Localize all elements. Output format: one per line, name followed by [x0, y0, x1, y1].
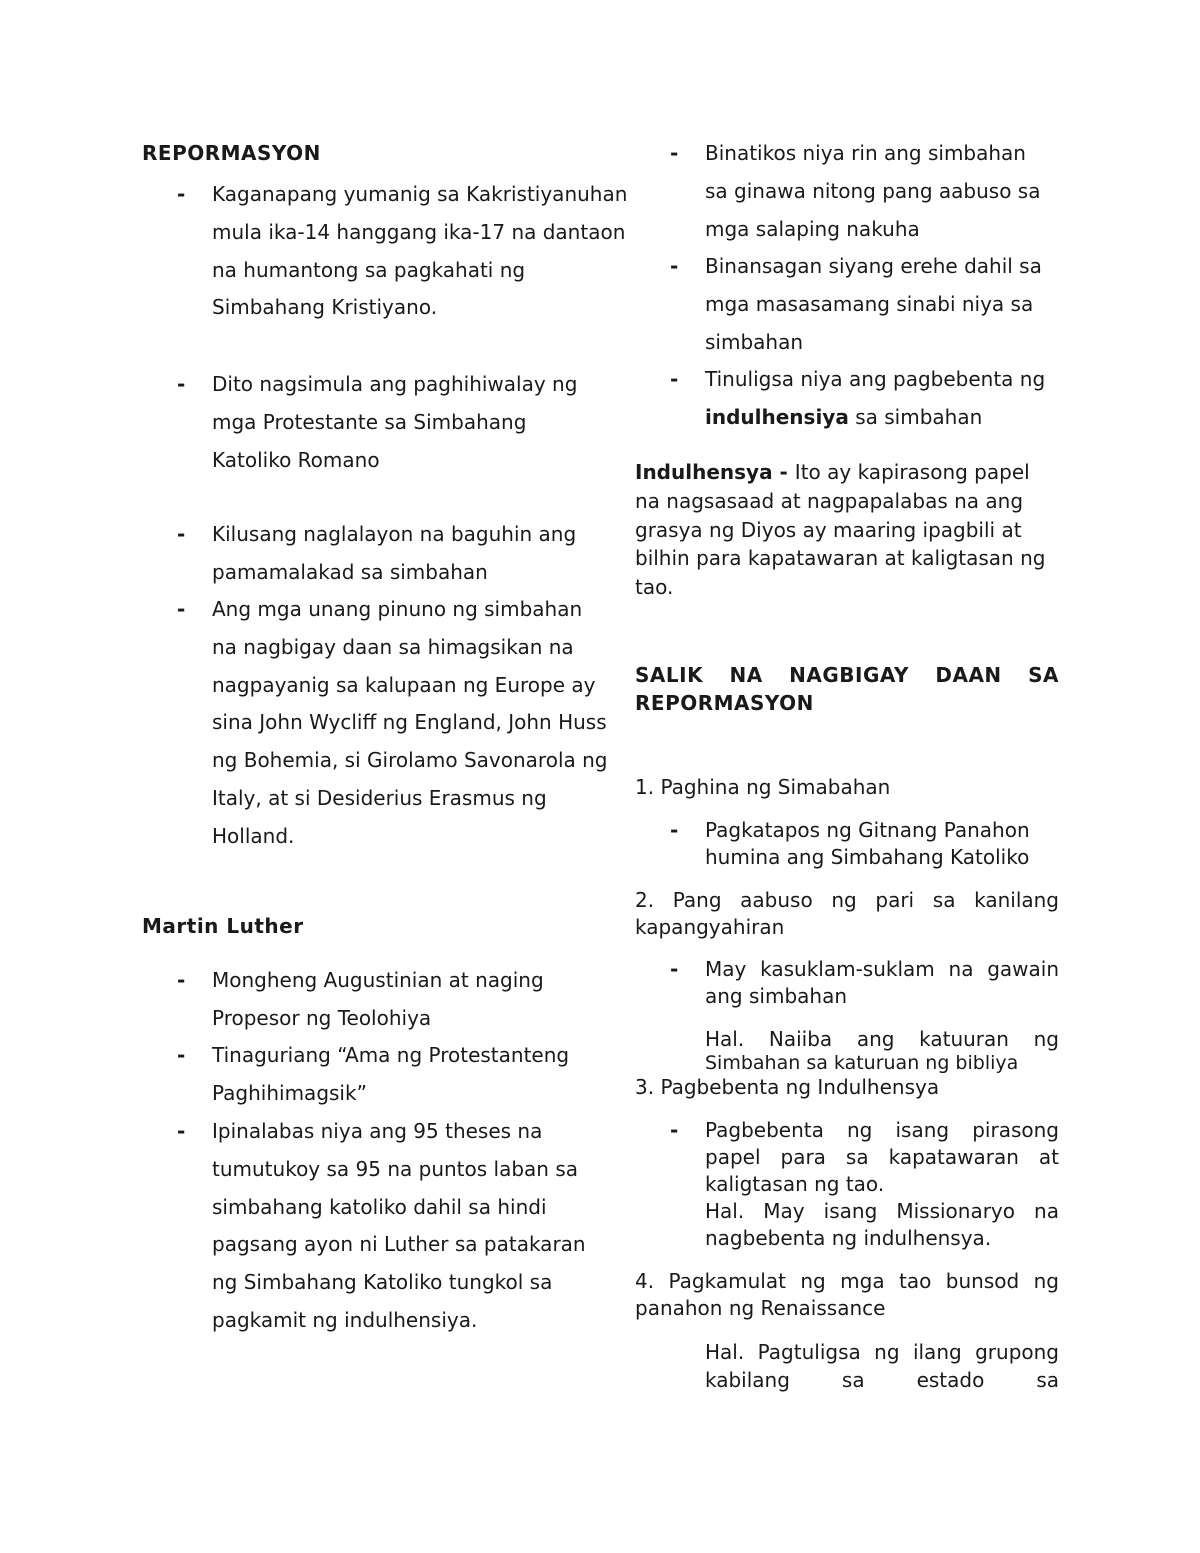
list-item: [635, 817, 1059, 871]
dash-bullet-icon: -: [177, 372, 186, 396]
dash-bullet-icon: -: [177, 1043, 186, 1067]
salik-item-heading: 1. Paghina ng Simabahan: [635, 775, 891, 799]
list-item: [142, 516, 637, 592]
list-item: [635, 1117, 1059, 1252]
list-item-text: Tinaguriang “Ama ng Protestanteng Paghihimagsik”: [212, 1043, 570, 1105]
dash-bullet-icon: -: [670, 1118, 679, 1142]
list-item-text: [705, 367, 1045, 429]
dash-bullet-icon: -: [670, 141, 679, 165]
example-text: Simbahan sa katuruan ng bibliya: [705, 1052, 1019, 1074]
salik-title-text: SALIK NA NAGBIGAY DAAN SA REPORMASYON: [635, 663, 1059, 715]
list-item: [635, 248, 1055, 361]
list-item: [142, 1037, 582, 1113]
definition-paragraph: [635, 458, 1050, 602]
list-item-text: Ipinalabas niya ang 95 theses na tumutukoy sa 95 na puntos laban sa simbahang katoliko dahil sa hindi pagsang ayon ni Luther sa patakaran ng Simbahang Katoliko tungkol sa pagkamit ng indulhensiya.: [212, 1119, 586, 1332]
text-segment: sa simbahan: [848, 404, 983, 429]
section-title-martin-luther: Martin Luther: [142, 914, 304, 938]
list-item: [635, 956, 1059, 1010]
dash-bullet-icon: -: [670, 818, 679, 842]
dash-bullet-icon: -: [177, 597, 186, 621]
list-item-text: Pagkatapos ng Gitnang Panahon humina ang Simbahang Katoliko: [705, 818, 1030, 869]
list-item-text: Ang mga unang pinuno ng simbahan na nagbigay daan sa himagsikan na nagpayanig sa kalupaan ng Europe ay sina John Wycliff ng England, John Huss ng Bohemia, si Girolamo Savonarola ng Italy, at si Desiderius Erasmus ng Holland.: [212, 597, 608, 848]
salik-item-heading: 2. Pang aabuso ng pari sa kanilang kapangyahiran: [635, 888, 1059, 939]
dash-bullet-icon: -: [670, 254, 679, 278]
example-text: Hal. Pagtuligsa ng ilang grupong: [705, 1340, 1059, 1364]
list-item-text: Binansagan siyang erehe dahil sa mga masasamang sinabi niya sa simbahan: [705, 254, 1042, 354]
list-item: [635, 361, 1085, 437]
definition-text: Ito ay kapirasong papel na nagsasaad at nagpapalabas na ang grasya ng Diyos ay maaring ipagbili at bilhin para kapatawaran at kaligtasan ng tao.: [635, 460, 1046, 600]
list-item-text: Mongheng Augustinian at naging Propesor ng Teolohiya: [212, 968, 544, 1030]
dash-bullet-icon: -: [177, 522, 186, 546]
list-item-text: May kasuklam-suklam na gawain ang simbahan: [705, 957, 1059, 1008]
list-item: [142, 176, 637, 327]
list-item: [142, 962, 582, 1038]
list-item: [142, 1113, 612, 1340]
salik-item-heading: 4. Pagkamulat ng mga tao bunsod ng panahon ng Renaissance: [635, 1269, 1059, 1320]
list-item: [635, 135, 1055, 248]
dash-bullet-icon: -: [177, 968, 186, 992]
text-segment: Tinuligsa niya ang pagbebenta ng: [705, 367, 1046, 391]
salik-item-heading: 3. Pagbebenta ng Indulhensya: [635, 1075, 940, 1099]
list-item-text: Kaganapang yumanig sa Kakristiyanuhan mula ika-14 hanggang ika-17 na dantaon na humantong sa pagkahati ng Simbahang Kristiyano.: [212, 182, 628, 320]
example-text: kabilang sa estado sa: [705, 1368, 1059, 1392]
dash-bullet-icon: -: [670, 957, 679, 981]
list-item: [142, 591, 612, 856]
list-item-text: Pagbebenta ng isang pirasong papel para sa kapatawaran at kaligtasan ng tao.: [705, 1118, 1059, 1196]
example-text: Hal. Naiiba ang katuuran ng: [705, 1027, 1059, 1051]
section-title-repormasyon: REPORMASYON: [142, 141, 321, 165]
example-text: Hal. May isang Missionaryo na nagbebenta ng indulhensya.: [705, 1199, 1059, 1250]
list-item-text: Kilusang naglalayon na baguhin ang pamamalakad sa simbahan: [212, 522, 577, 584]
bold-term: indulhensiya: [705, 404, 849, 429]
list-item-text: Binatikos niya rin ang simbahan sa ginawa nitong pang aabuso sa mga salaping nakuha: [705, 141, 1041, 241]
dash-bullet-icon: -: [670, 367, 679, 391]
dash-bullet-icon: -: [177, 182, 186, 206]
definition-term: Indulhensya -: [635, 460, 795, 484]
dash-bullet-icon: -: [177, 1119, 186, 1143]
section-title-salik: [635, 661, 1059, 717]
list-item-text: Dito nagsimula ang paghihiwalay ng mga Protestante sa Simbahang Katoliko Romano: [212, 372, 578, 472]
list-item: [142, 366, 612, 479]
